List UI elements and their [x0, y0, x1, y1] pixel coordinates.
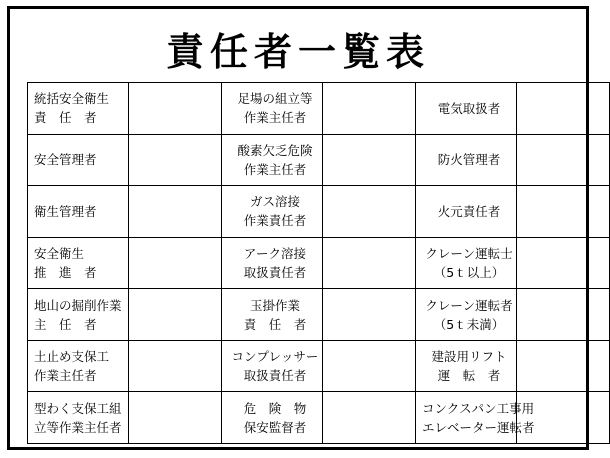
- role-label: 主 任 者: [34, 316, 97, 332]
- name-entry-cell: [517, 340, 610, 392]
- role-label: コンプレッサー: [231, 349, 319, 365]
- role-label: 推 進 者: [34, 264, 97, 280]
- role-label: 責 任 者: [34, 110, 97, 126]
- role-label-cell: [222, 134, 323, 186]
- role-label: 型わく支保工組: [34, 400, 122, 416]
- role-label-cell: [416, 134, 517, 186]
- role-label: ガス溶接: [249, 194, 300, 210]
- role-label-cell: [416, 186, 517, 238]
- role-label-cell: [222, 83, 323, 135]
- role-label: クレーン運転者: [425, 297, 513, 313]
- roster-row: [28, 340, 610, 392]
- role-label-cell: [222, 186, 323, 238]
- role-label: エレベーター運転者: [422, 419, 535, 435]
- role-label-cell: [28, 186, 129, 238]
- name-entry-cell: [323, 237, 416, 289]
- role-label: 安全管理者: [34, 152, 97, 168]
- responsibility-board: [7, 6, 589, 450]
- role-label-cell: [222, 340, 323, 392]
- role-label-cell: [222, 237, 323, 289]
- roster-row: [28, 134, 610, 186]
- role-label-cell: [416, 392, 535, 444]
- role-label-cell: [416, 289, 517, 341]
- role-label: 取扱責任者: [243, 368, 307, 384]
- name-entry-cell: [129, 134, 222, 186]
- role-label-cell: [28, 340, 129, 392]
- roster-row: [28, 392, 610, 444]
- role-label: （5ｔ未満）: [433, 316, 505, 332]
- role-label-cell: [28, 83, 129, 135]
- name-entry-cell: [129, 237, 222, 289]
- name-entry-cell: [323, 134, 416, 186]
- role-label: 安全衛生: [34, 245, 85, 261]
- role-label: 保安監督者: [243, 419, 307, 435]
- role-label: 作業主任者: [243, 110, 307, 126]
- role-label: アーク溶接: [243, 245, 307, 261]
- roster-table: [27, 82, 610, 444]
- role-label: 建設用リフト: [431, 349, 507, 365]
- role-label-cell: [222, 289, 323, 341]
- role-label: 玉掛作業: [249, 297, 300, 313]
- role-label: クレーン運転士: [425, 245, 513, 261]
- name-entry-cell: [129, 83, 222, 135]
- role-label: 立等作業主任者: [34, 419, 122, 435]
- name-entry-cell: [323, 340, 416, 392]
- role-label: 衛生管理者: [34, 203, 97, 219]
- role-label: 責 任 者: [243, 316, 307, 332]
- role-label: 作業責任者: [243, 213, 307, 229]
- name-entry-cell: [129, 340, 222, 392]
- name-entry-cell: [517, 237, 610, 289]
- name-entry-cell: [129, 186, 222, 238]
- role-label: 統括安全衛生: [34, 91, 110, 107]
- role-label: 運 転 者: [437, 368, 501, 384]
- role-label-cell: [222, 392, 323, 444]
- roster-row: [28, 83, 610, 135]
- name-entry-cell: [517, 83, 610, 135]
- roster-row: [28, 289, 610, 341]
- roster-row: [28, 186, 610, 238]
- role-label: 作業主任者: [243, 161, 307, 177]
- role-label-cell: [416, 340, 517, 392]
- role-label: コンクスパン工事用: [422, 400, 535, 416]
- role-label-cell: [416, 83, 517, 135]
- name-entry-cell: [323, 186, 416, 238]
- role-label-cell: [28, 134, 129, 186]
- name-entry-cell: [517, 134, 610, 186]
- name-entry-cell: [517, 289, 610, 341]
- name-entry-cell: [517, 392, 610, 444]
- name-entry-cell: [517, 186, 610, 238]
- role-label: 足場の組立等: [237, 91, 313, 107]
- role-label-cell: [28, 392, 129, 444]
- role-label: 地山の掘削作業: [34, 297, 122, 313]
- role-label: 作業主任者: [34, 368, 97, 384]
- name-entry-cell: [323, 289, 416, 341]
- roster-row: [28, 237, 610, 289]
- role-label: 危 険 物: [243, 400, 307, 416]
- role-label-cell: [416, 237, 517, 289]
- role-label: （5ｔ以上）: [433, 264, 505, 280]
- role-label: 取扱責任者: [243, 264, 307, 280]
- role-label-cell: [28, 289, 129, 341]
- role-label: 火元責任者: [437, 203, 501, 219]
- role-label-cell: [28, 237, 129, 289]
- name-entry-cell: [323, 392, 416, 444]
- board-title: 責任者一覧表: [165, 30, 430, 74]
- name-entry-cell: [129, 289, 222, 341]
- role-label: 電気取扱者: [437, 100, 501, 116]
- name-entry-cell: [323, 83, 416, 135]
- role-label: 酸素欠乏危険: [237, 142, 313, 158]
- name-entry-cell: [129, 392, 222, 444]
- role-label: 土止め支保工: [34, 349, 110, 365]
- role-label: 防火管理者: [437, 152, 501, 168]
